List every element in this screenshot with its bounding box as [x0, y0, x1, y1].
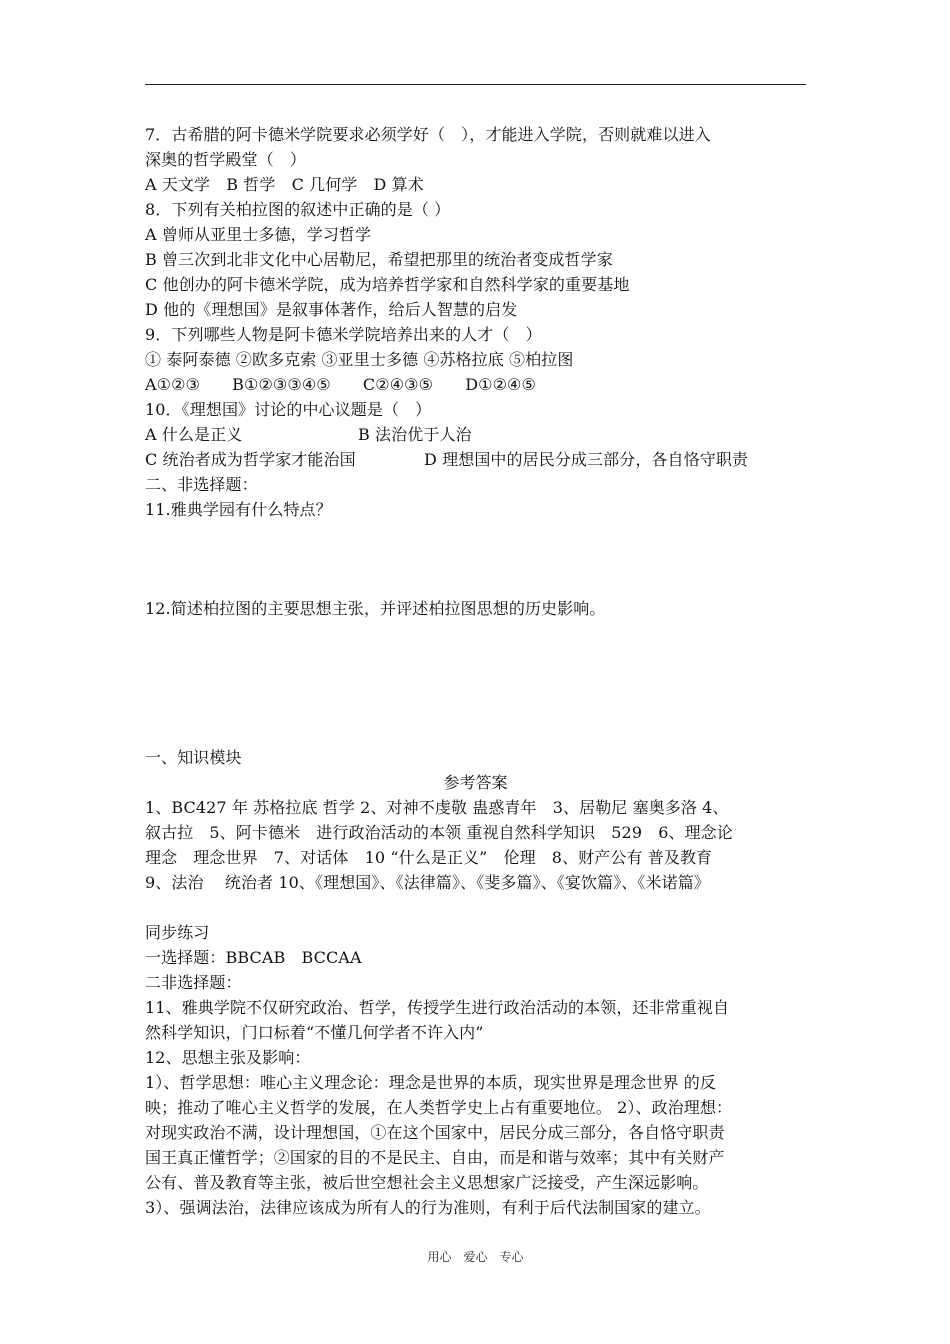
answer-line: 叙古拉 5、阿卡德米 进行政治活动的本领 重视自然科学知识 529 6、理念论 — [145, 823, 733, 842]
q7-stem-line1: 7．古希腊的阿卡德米学院要求必须学好（ ），才能进入学院，否则就难以进入 — [145, 125, 711, 144]
header-rule — [145, 84, 806, 85]
answer-12-line: 公有、普及教育等主张，被后世空想社会主义思想家广泛接受，产生深远影响。 — [145, 1173, 709, 1192]
q10-option-d: D 理想国中的居民分成三部分，各自恪守职责 — [424, 450, 749, 469]
q8-option-a: A 曾师从亚里士多德，学习哲学 — [145, 225, 372, 244]
q7-options: A 天文学 B 哲学 C 几何学 D 算术 — [145, 175, 424, 194]
q12: 12.简述柏拉图的主要思想主张，并评述柏拉图思想的历史影响。 — [145, 599, 606, 618]
q10-option-c: C 统治者成为哲学家才能治国 — [145, 450, 356, 469]
choice-answers: 一选择题：BBCAB BCCAA — [145, 948, 362, 967]
answer-12-line: 1）、哲学思想：唯心主义理念论：理念是世界的本质，现实世界是理念世界 的反 — [145, 1073, 716, 1092]
answer-line: 理念 理念世界 7、对话体 10 “什么是正义” 伦理 8、财产公有 普及教育 — [145, 848, 713, 867]
q8-option-c: C 他创办的阿卡德米学院，成为培养哲学家和自然科学家的重要基地 — [145, 275, 630, 294]
answer-line: 1、BC427 年 苏格拉底 哲学 2、对神不虔敬 蛊惑青年 3、居勒尼 塞奥多洛 4、 — [145, 798, 729, 817]
answer-11-line1: 11、雅典学院不仅研究政治、哲学，传授学生进行政治活动的本领，还非常重视自 — [145, 998, 730, 1017]
q10-stem: 10．《理想国》讨论的中心议题是（ ） — [145, 400, 432, 419]
practice-heading: 同步练习 — [145, 923, 210, 942]
page-footer: 用心 爱心 专心 — [427, 1250, 524, 1264]
q8-option-b: B 曾三次到北非文化中心居勒尼，希望把那里的统治者变成哲学家 — [145, 250, 613, 269]
q9-people: ① 泰阿泰德 ②欧多克索 ③亚里士多德 ④苏格拉底 ⑤柏拉图 — [145, 350, 574, 369]
answer-12-line: 对现实政治不满，设计理想国，①在这个国家中，居民分成三部分，各自恪守职责 — [145, 1123, 725, 1142]
q10-option-b: B 法治优于人治 — [358, 425, 472, 444]
nonchoice-heading: 二非选择题： — [145, 973, 242, 992]
q9-options: A①②③ B①②③③④⑤ C②④③⑤ D①②④⑤ — [145, 375, 536, 394]
q7-stem-line2: 深奥的哲学殿堂（ ） — [145, 150, 307, 169]
answer-line: 9、法治 统治者 10、《理想国》、《法律篇》、《斐多篇》、《宴饮篇》、《米诺篇》 — [145, 873, 710, 892]
q8-option-d: D 他的《理想国》是叙事体著作，给后人智慧的启发 — [145, 300, 518, 319]
answer-11-line2: 然科学知识，门口标着“不懂几何学者不许入内” — [145, 1023, 484, 1042]
answer-12-heading: 12、思想主张及影响： — [145, 1048, 311, 1067]
q10-option-a: A 什么是正义 — [145, 425, 243, 444]
answer-12-line: 国王真正懂哲学；②国家的目的不是民主、自由，而是和谐与效率；其中有关财产 — [145, 1148, 725, 1167]
module-heading: 一、知识模块 — [145, 748, 242, 767]
section-nonchoice-heading: 二、非选择题： — [145, 475, 258, 494]
answer-12-line: 3）、强调法治，法律应该成为所有人的行为准则，有利于后代法制国家的建立。 — [145, 1198, 711, 1217]
q8-stem: 8．下列有关柏拉图的叙述中正确的是（ ） — [145, 200, 451, 219]
answers-title: 参考答案 — [443, 773, 508, 792]
answer-12-line: 映；推动了唯心主义哲学的发展，在人类哲学史上占有重要地位。 2）、政治理想： — [145, 1098, 733, 1117]
q9-stem: 9．下列哪些人物是阿卡德米学院培养出来的人才（ ） — [145, 325, 542, 344]
q11: 11.雅典学园有什么特点？ — [145, 500, 332, 519]
